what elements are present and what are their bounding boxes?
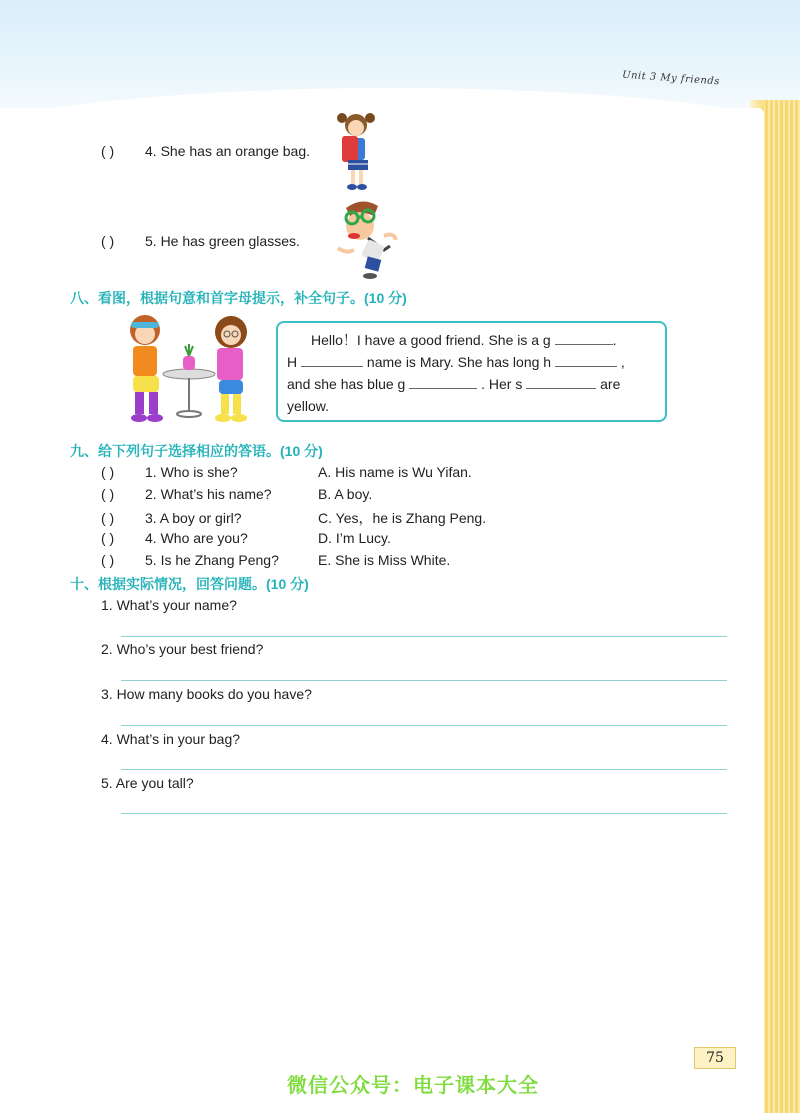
passage-text: are xyxy=(600,376,621,392)
match-row xyxy=(101,486,372,502)
open-question: 2. Who’s your best friend? xyxy=(101,641,264,657)
match-row xyxy=(101,530,391,546)
blank-hair[interactable] xyxy=(555,355,617,367)
match-row xyxy=(101,552,450,568)
passage-text: name is Mary. She has long h xyxy=(366,354,552,370)
section-9-title: 九、给下列句子选择相应的答语。(10 分) xyxy=(70,443,323,459)
blank-glasses[interactable] xyxy=(409,377,477,389)
match-row xyxy=(101,464,472,480)
unit-header: Unit 3 My friends xyxy=(621,69,721,88)
girl-with-bag-illustration xyxy=(332,108,384,193)
section-8-title: 八、看图，根据句意和首字母提示，补全句子。(10 分) xyxy=(70,290,407,306)
answer-paren[interactable]: ( ) xyxy=(101,530,115,546)
match-answer: B. A boy. xyxy=(318,486,373,502)
passage-text: and she has blue g xyxy=(287,376,406,392)
two-girls-at-table-illustration xyxy=(117,310,259,426)
answer-line[interactable] xyxy=(121,725,727,726)
open-question: 4. What’s in your bag? xyxy=(101,731,241,747)
answer-line[interactable] xyxy=(121,636,727,637)
item-text: 5. He has green glasses. xyxy=(145,233,300,249)
answer-paren[interactable]: ( ) xyxy=(101,510,115,526)
match-answer: D. I’m Lucy. xyxy=(318,530,391,546)
passage-text: , xyxy=(620,354,625,370)
match-question: 5. Is he Zhang Peng? xyxy=(145,552,279,568)
match-answer: C. Yes，he is Zhang Peng. xyxy=(318,510,487,526)
passage-text: . xyxy=(612,332,617,348)
open-question: 5. Are you tall? xyxy=(101,775,194,791)
answer-paren[interactable]: ( ) xyxy=(101,233,115,249)
blank-her[interactable] xyxy=(301,355,363,367)
passage-text: Hello！I have a good friend. She is a g xyxy=(311,332,551,348)
page-number: 75 xyxy=(694,1047,736,1069)
match-question: 4. Who are you? xyxy=(145,530,248,546)
picture-item-4 xyxy=(101,143,310,159)
answer-line[interactable] xyxy=(121,813,727,814)
watermark-text: 微信公众号：电子课本大全 xyxy=(287,1075,539,1097)
picture-item-5 xyxy=(101,233,300,249)
passage-line-4: yellow. xyxy=(287,398,330,414)
passage-line-3 xyxy=(287,373,657,395)
answer-line[interactable] xyxy=(121,680,727,681)
match-question: 3. A boy or girl? xyxy=(145,510,242,526)
passage-line-2 xyxy=(287,351,657,373)
answer-paren[interactable]: ( ) xyxy=(101,552,115,568)
answer-paren[interactable]: ( ) xyxy=(101,464,115,480)
passage-box xyxy=(276,321,667,422)
blank-shoes[interactable] xyxy=(526,377,596,389)
open-question: 3. How many books do you have? xyxy=(101,686,312,702)
passage-line-1 xyxy=(287,329,657,351)
passage-text: H xyxy=(287,354,298,370)
open-question: 1. What’s your name? xyxy=(101,597,237,613)
man-with-glasses-illustration xyxy=(324,196,404,281)
item-text: 4. She has an orange bag. xyxy=(145,143,311,159)
book-page-edges xyxy=(760,100,800,1113)
match-answer: E. She is Miss White. xyxy=(318,552,451,568)
answer-line[interactable] xyxy=(121,769,727,770)
match-question: 1. Who is she? xyxy=(145,464,238,480)
passage-text: . Her s xyxy=(481,376,523,392)
section-10-title: 十、根据实际情况，回答问题。(10 分) xyxy=(70,576,309,592)
match-row xyxy=(101,508,486,528)
match-answer: A. His name is Wu Yifan. xyxy=(318,464,472,480)
match-question: 2. What’s his name? xyxy=(145,486,272,502)
answer-paren[interactable]: ( ) xyxy=(101,143,115,159)
blank-girl[interactable] xyxy=(555,333,613,345)
answer-paren[interactable]: ( ) xyxy=(101,486,115,502)
